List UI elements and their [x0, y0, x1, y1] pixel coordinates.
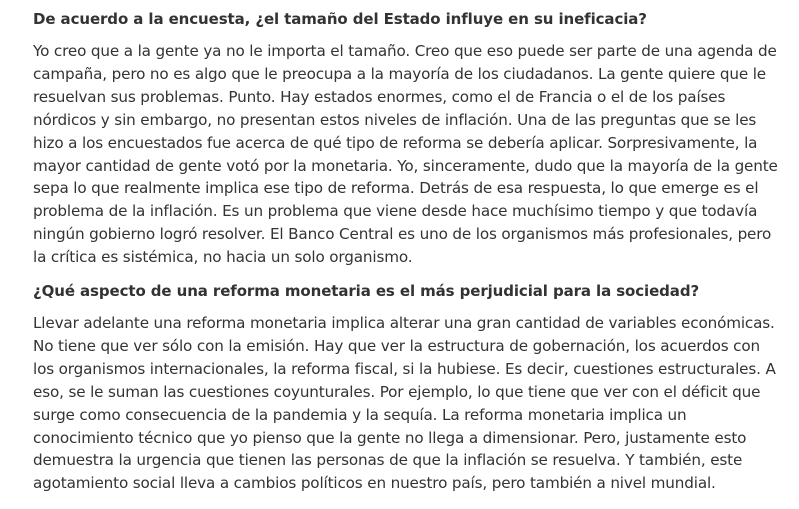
interview-question: ¿Qué aspecto de una reforma monetaria es el más perjudicial para la sociedad?	[33, 282, 700, 300]
interview-answer: Llevar adelante una reforma monetaria implica alterar una gran cantidad de variables económicas. No tiene que ver sólo con la emisión. Hay que ver la estructura de gobernación, los acuerdos con los organismos internacionales, la reforma fiscal, si la hubiese. Es decir, cuestiones estructurales. A eso, se le suman las cuestiones coyunturales. Por ejemplo, lo que tiene que ver con el déficit que surge como consecuencia de la pandemia y la sequía. La reforma monetaria implica un conocimiento técnico que yo pienso que la gente no llega a dimensionar. Pero, justamente esto demuestra la urgencia que tienen las personas de que la inflación se resuelva. Y también, este agotamiento social lleva a cambios políticos en nuestro país, pero también a nivel mundial.	[33, 314, 776, 493]
interview-question: De acuerdo a la encuesta, ¿el tamaño del Estado influye en su ineficacia?	[33, 10, 647, 28]
interview-answer: Yo creo que a la gente ya no le importa el tamaño. Creo que eso puede ser parte de una agenda de campaña, pero no es algo que le preocupa a la mayoría de los ciudadanos. La gente quiere que le resuelvan sus problemas. Punto. Hay estados enormes, como el de Francia o el de los países nórdicos y sin embargo, no presentan estos niveles de inflación. Una de las preguntas que se les hizo a los encuestados fue acerca de qué tipo de reforma se debería aplicar. Sorpresivamente, la mayor cantidad de gente votó por la monetaria. Yo, sinceramente, dudo que la mayoría de la gente sepa lo que realmente implica ese tipo de reforma. Detrás de esa respuesta, lo que emerge es el problema de la inflación. Es un problema que viene desde hace muchísimo tiempo y que todavía ningún gobierno logró resolver. El Banco Central es uno de los organismos más profesionales, pero la crítica es sistémica, no hacia un solo organismo.	[33, 42, 778, 267]
